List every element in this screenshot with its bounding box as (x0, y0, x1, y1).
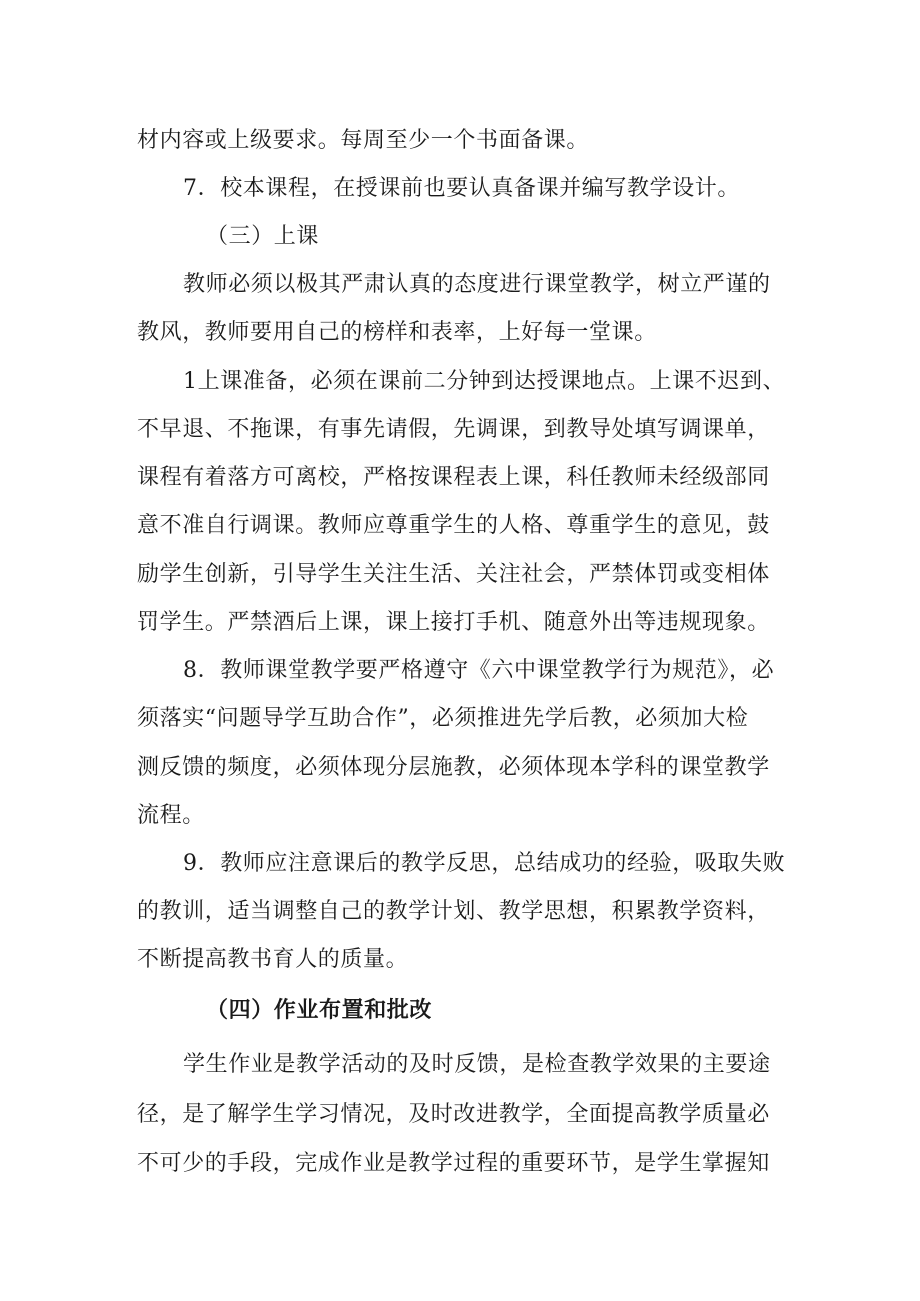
paragraph-line: 的教训，适当调整自己的教学计划、教学思想，积累教学资料， (137, 899, 770, 924)
paragraph-line: 径，是了解学生学习情况，及时改进教学，全面提高教学质量必 (137, 1102, 770, 1127)
section-heading: （四）作业布置和批改 (206, 998, 433, 1023)
section-heading: （三）上课 (206, 224, 320, 249)
paragraph-line: 罚学生。严禁酒后上课，课上接打手机、随意外出等违规现象。 (137, 610, 770, 635)
paragraph-line: 意不准自行调课。教师应尊重学生的人格、尊重学生的意见，鼓 (137, 513, 770, 538)
paragraph-line: 8．教师课堂教学要严格遵守《六中课堂教学行为规范》，必 (183, 658, 775, 683)
paragraph-line: 测反馈的频度，必须体现分层施教，必须体现本学科的课堂教学 (137, 755, 770, 780)
paragraph-line: 课程有着落方可离校，严格按课程表上课，科任教师未经级部同 (137, 465, 770, 490)
paragraph-line: 1上课准备，必须在课前二分钟到达授课地点。上课不迟到、 (183, 369, 786, 394)
paragraph-line: 教风，教师要用自己的榜样和表率，上好每一堂课。 (137, 320, 657, 345)
paragraph-line: 教师必须以极其严肃认真的态度进行课堂教学，树立严谨的 (183, 272, 771, 297)
paragraph-line: 流程。 (137, 803, 205, 828)
paragraph-line: 9．教师应注意课后的教学反思，总结成功的经验，吸取失败 (183, 851, 786, 876)
paragraph-line: 不可少的手段，完成作业是教学过程的重要环节，是学生掌握知 (137, 1151, 770, 1176)
paragraph-line: 励学生创新，引导学生关注生活、关注社会，严禁体罚或变相体 (137, 562, 770, 587)
paragraph-line: 须落实“问题导学互助合作”，必须推进先学后教，必须加大检 (137, 706, 749, 731)
paragraph-line: 不早退、不拖课，有事先请假，先调课，到教导处填写调课单， (137, 417, 770, 442)
paragraph-line: 不断提高教书育人的质量。 (137, 947, 409, 972)
paragraph-line: 学生作业是教学活动的及时反馈，是检查教学效果的主要途 (183, 1052, 771, 1077)
paragraph-line: 7．校本课程，在授课前也要认真备课并编写教学设计。 (183, 176, 740, 201)
paragraph-line: 材内容或上级要求。每周至少一个书面备课。 (137, 128, 590, 153)
